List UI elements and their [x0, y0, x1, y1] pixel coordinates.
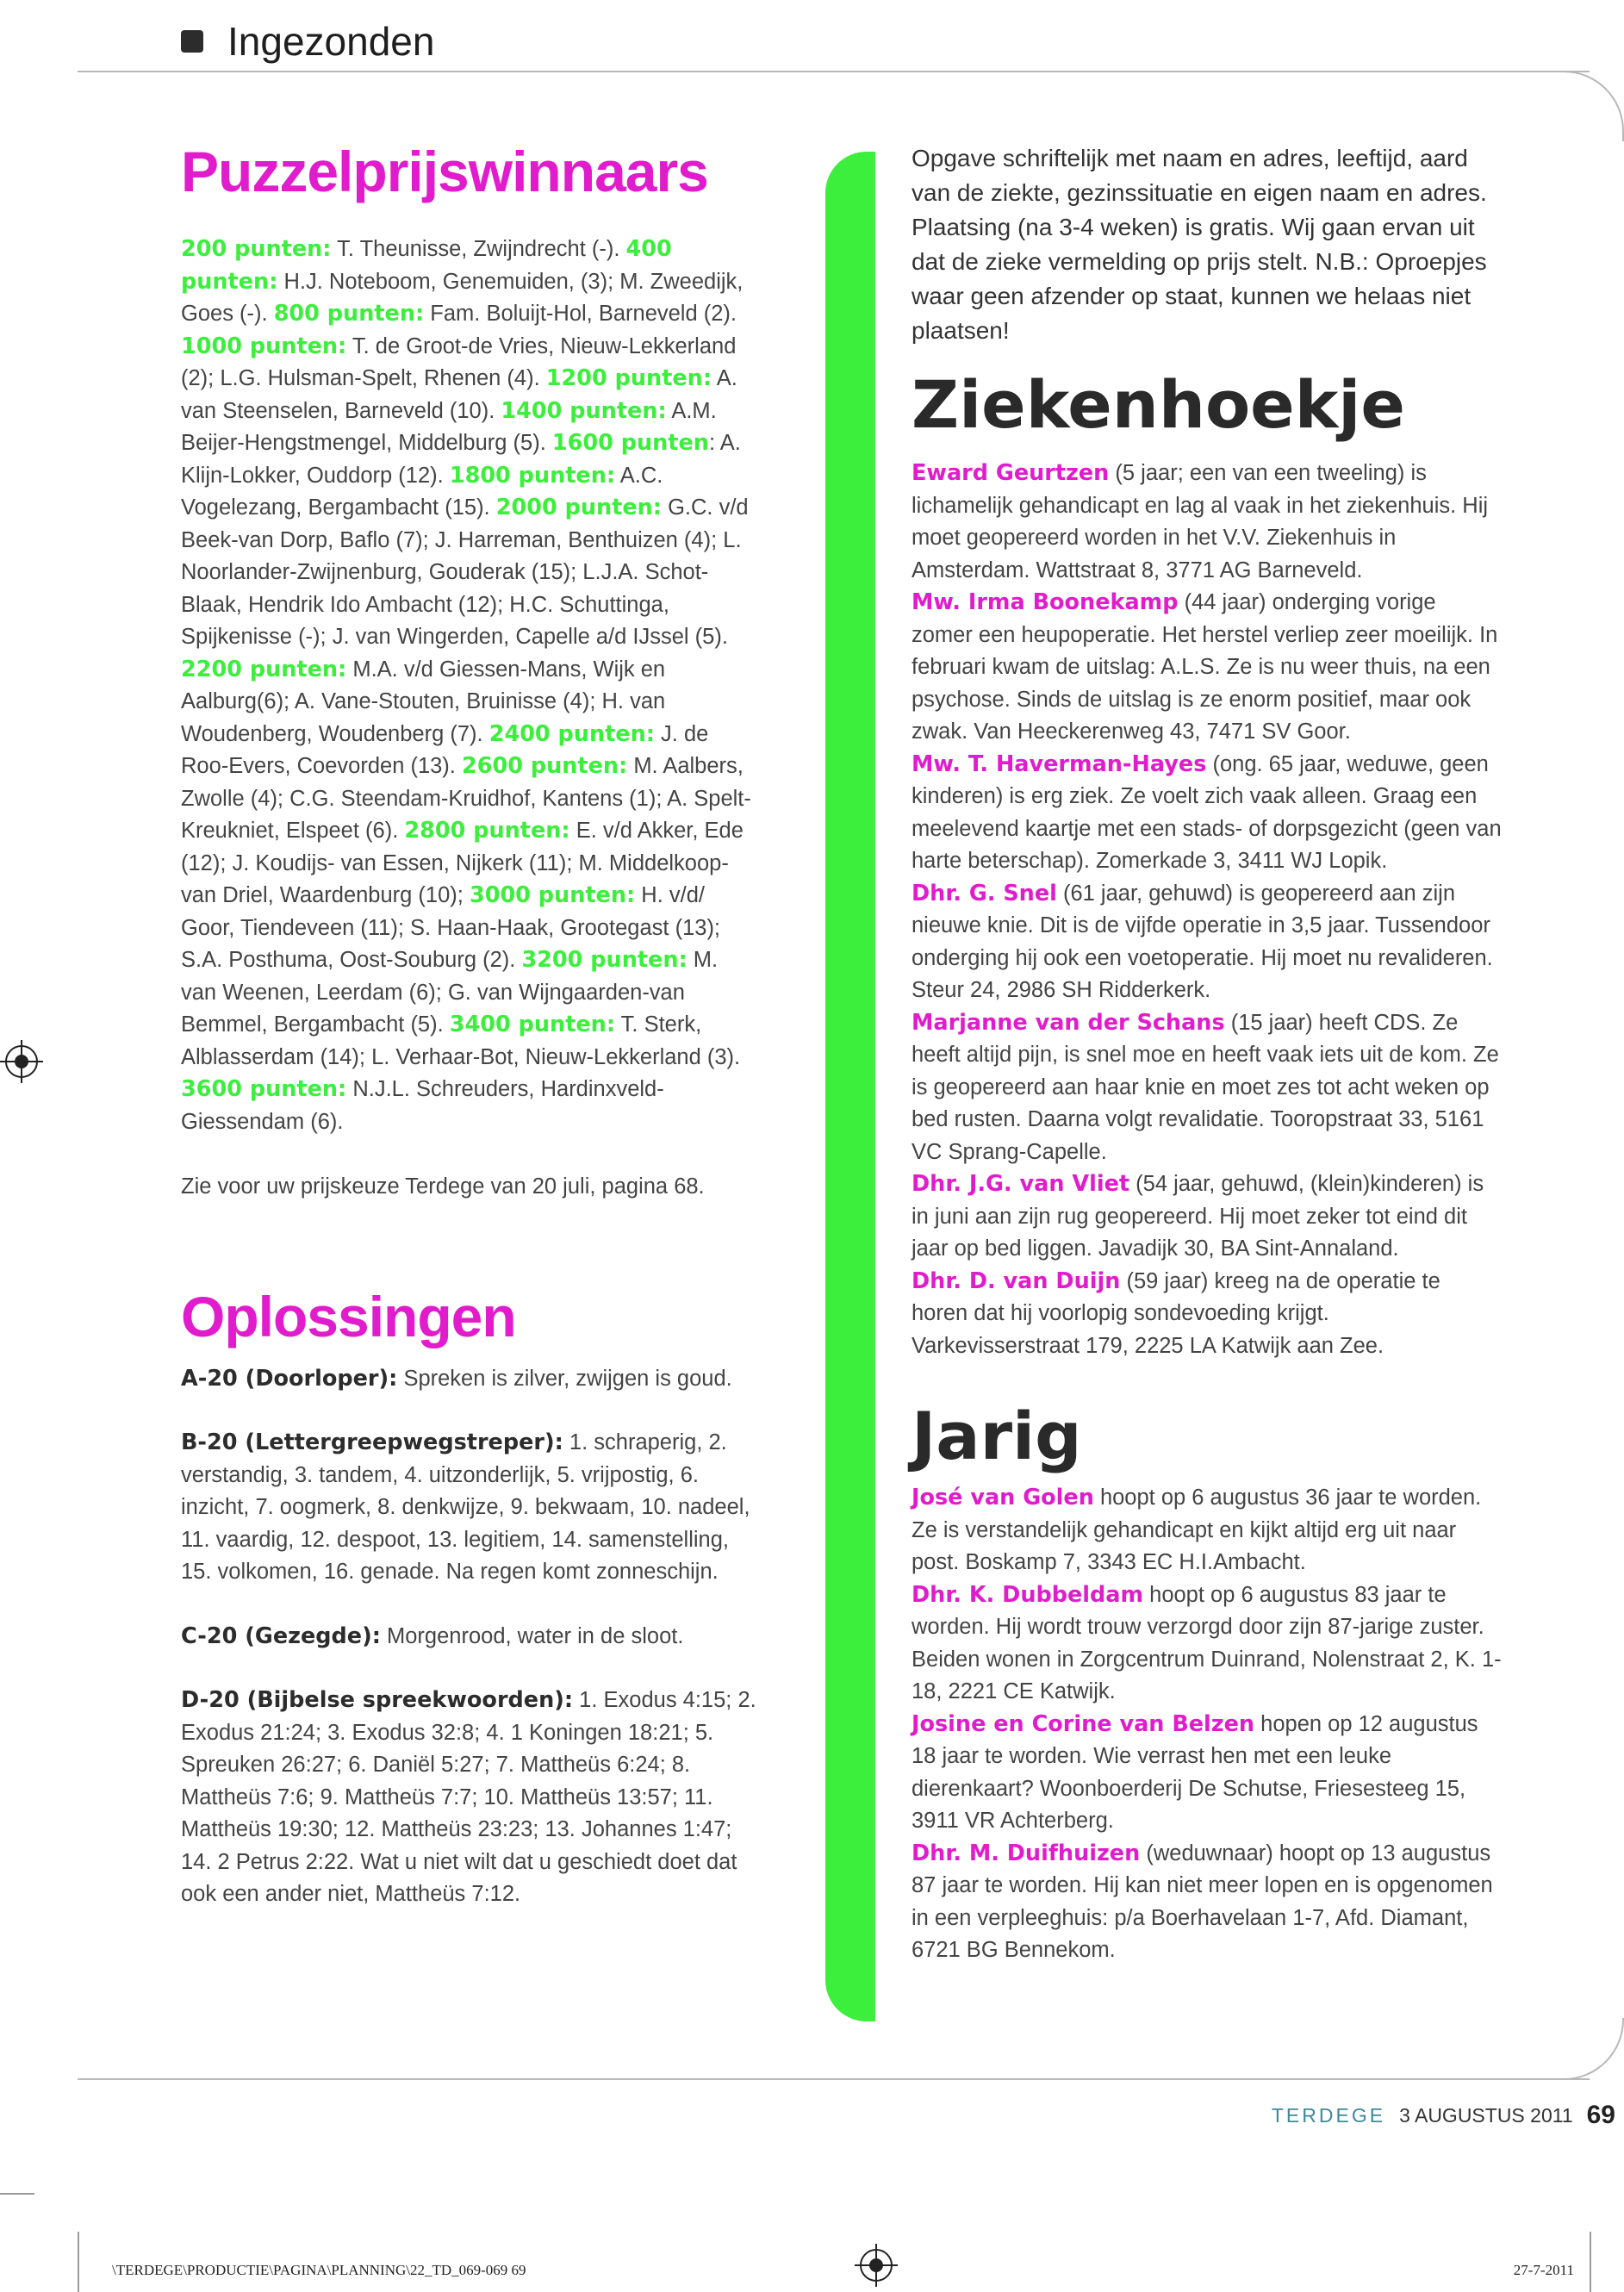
person-text: (weduwnaar) hoopt op 13 augustus 87 jaar te worden. Hij kan niet meer lopen en is opgenomen in een verpleeghuis: p/a Boerhavelaan 1-7, Afd. Diamant, 6721 BG Bennekom. [912, 1840, 1493, 1963]
crop-mark [0, 2193, 34, 2195]
page-footer [1271, 2094, 1615, 2137]
person-name: Dhr. G. Snel [912, 880, 1057, 906]
ziekenhoekje-list [912, 458, 1502, 1362]
solution-text: Spreken is zilver, zwijgen is goud. [397, 1366, 732, 1391]
points-label: 1400 punten: [501, 397, 667, 424]
winners-text: A.C. Vogelezang, Bergambacht (15). [181, 463, 663, 520]
winners-text: Fam. Boluijt-Hol, Barneveld (2). [424, 302, 737, 327]
points-label: 1800 punten: [449, 462, 616, 489]
patient-entry [912, 1168, 1502, 1266]
patient-entry [912, 1007, 1502, 1169]
solution-item [181, 1363, 758, 1396]
right-column [912, 141, 1502, 1967]
person-name: Mw. T. Haverman-Hayes [912, 751, 1207, 777]
person-text: hoopt op 6 augustus 83 jaar te worden. Hij wordt trouw verzorgd door zijn 87-jarige zuster. Beiden wonen in Zorgcentrum Duinrand, Nolenstraat 2, K. 1-18, 2221 CE Katwijk. [912, 1582, 1502, 1704]
points-label: 2600 punten: [461, 753, 628, 780]
person-text: hoopt op 6 augustus 36 jaar te worden. Ze is verstandelijk gehandicapt en kijkt altijd erg uit naar post. Boskamp 7, 3343 EC H.I.Ambacht. [912, 1485, 1482, 1575]
points-label: 3200 punten: [521, 947, 688, 974]
section-header [181, 16, 434, 67]
green-accent-bar [825, 152, 875, 2021]
oplossingen-list [181, 1363, 758, 1911]
slug-path: \TERDEGE\PRODUCTIE\PAGINA\PLANNING\22_TD_069-069 69 [112, 2262, 526, 2278]
person-text: (5 jaar; een van een tweeling) is lichamelijk gehandicapt en lag al vaak in het ziekenhuis. Hij moet geopereerd worden in het V.V. Ziekenhuis in Amsterdam. Wattstraat 8, 3771 AG Barneveld. [912, 461, 1489, 582]
solution-label: C-20 (Gezegde): [181, 1622, 381, 1649]
winners-text: T. Sterk, Alblasserdam (14); L. Verhaar-Bot, Nieuw-Lekkerland (3). [181, 1012, 741, 1069]
solution-text: 1. Exodus 4:15; 2. Exodus 21:24; 3. Exodus 32:8; 4. 1 Koningen 18:21; 5. Spreuken 26:27; 6. Daniël 5:27; 7. Mattheüs 6:24; 8. Mattheüs 7:6; 9. Mattheüs 7:7; 10. Mattheüs 13:57; 11. Mattheüs 19:30; 12. Mattheüs 23:23; 13. Johannes 1:47; 14. 2 Petrus 2:22. Wat u niet wilt dat u geschiedt doet dat ook een ander niet, Mattheüs 7:12. [181, 1688, 756, 1907]
solution-label: A-20 (Doorloper): [181, 1365, 398, 1392]
points-label: 2000 punten: [495, 495, 662, 521]
solution-label: D-20 (Bijbelse spreekwoorden): [181, 1687, 574, 1714]
winners-text: H.J. Noteboom, Genemuiden, (3); M. Zweedijk, Goes (-). [181, 269, 744, 327]
solution-item [181, 1685, 758, 1911]
person-name: Josine en Corine van Belzen [912, 1710, 1255, 1737]
points-label: 400 punten: [181, 236, 672, 295]
winners-text: M. Aalbers, Zwolle (4); C.G. Steendam-Kruidhof, Kantens (1); A. Spelt-Kreukniet, Elspeet (6). [181, 754, 751, 844]
footer-brand: TERDEGE [1271, 2103, 1386, 2127]
puzzel-title: Puzzelprijswinnaars [181, 140, 708, 203]
winners-text: : A. Klijn-Lokker, Ouddorp (12). [181, 431, 741, 488]
person-text: (61 jaar, gehuwd) is geopereerd aan zijn nieuwe knie. Dit is de vijfde operatie in 3,5 jaar. Tussendoor onderging hij ook een voetoperatie. Hij moet nu revalideren. Steur 24, 2986 SH Ridderkerk. [912, 881, 1493, 1003]
points-label: 200 punten: [181, 236, 332, 263]
person-text: (ong. 65 jaar, weduwe, geen kinderen) is erg ziek. Ze voelt zich vaak alleen. Graag een meelevend kaartje met een stads- of dorpsgezicht (geen van harte beterschap). Zomerkade 3, 3411 WJ Lopik. [912, 751, 1502, 874]
points-label: 1000 punten: [181, 333, 347, 359]
person-name: Dhr. M. Duifhuizen [912, 1840, 1141, 1866]
birthday-entry [912, 1579, 1502, 1709]
patient-entry [912, 878, 1502, 1007]
page-number: 69 [1586, 2101, 1615, 2129]
solution-item [181, 1621, 758, 1654]
crop-mark [1590, 2232, 1591, 2292]
winners-text: H. v/d/ Goor, Tiendeveen (11); S. Haan-Haak, Grootegast (13); S.A. Posthuma, Oost-Souburg (2). [181, 883, 721, 973]
footer-date: 3 AUGUSTUS 2011 [1399, 2103, 1573, 2127]
winners-text: T. de Groot-de Vries, Nieuw-Lekkerland (2); L.G. Hulsman-Spelt, Rhenen (4). [181, 333, 737, 391]
winners-text: E. v/d Akker, Ede (12); J. Koudijs- van Essen, Nijkerk (11); M. Middelkoop-van Driel, Waardenburg (10); [181, 819, 744, 908]
solution-text: 1. schraperig, 2. verstandig, 3. tandem, 4. uitzonderlijk, 5. vrijpostig, 6. inzicht, 7. oogmerk, 8. denkwijze, 9. bekwaam, 10. nadeel, 11. vaardig, 12. despoot, 13. legitiem, 14. samenstelling, 15. volkomen, 16. genade. Na regen komt zonneschijn. [181, 1430, 750, 1585]
points-label: 3400 punten: [449, 1012, 616, 1038]
patient-entry [912, 1266, 1502, 1363]
ziekenhoekje-title: Ziekenhoekje [912, 366, 1405, 443]
registration-mark-icon [860, 2249, 893, 2282]
registration-mark-icon [5, 1045, 38, 1078]
patient-entry [912, 587, 1502, 749]
winners-text: N.J.L. Schreuders, Hardinxveld-Giessendam (6). [181, 1077, 664, 1134]
winners-text: A.M. Beijer-Hengstmengel, Middelburg (5). [181, 398, 717, 456]
top-divider [78, 71, 1590, 72]
solution-item [181, 1427, 758, 1589]
person-text: hopen op 12 augustus 18 jaar te worden. Wie verrast hen met een leuke dierenkaart? Woonboerderij De Schutse, Friesesteeg 15, 3911 VR Achterberg. [912, 1711, 1478, 1834]
person-text: (44 jaar) onderging vorige zomer een heupoperatie. Het herstel verliep zeer moeilijk. In februari kwam de uitslag: A.L.S. Ze is nu weer thuis, na een psychose. Sinds de uitslag is ze enorm positief, maar ook zwak. Van Heeckerenweg 43, 7471 SV Goor. [912, 590, 1498, 744]
left-column [181, 138, 758, 1943]
birthday-entry [912, 1838, 1502, 1967]
winners-text: G.C. v/d Beek-van Dorp, Baflo (7); J. Harreman, Benthuizen (4); L. Noorlander-Zwijnenburg, Gouderak (15); L.J.A. Schot-Blaak, Hendrik Ido Ambacht (12); H.C. Schuttinga, Spijkenisse (-); J. van Wingerden, Capelle a/d IJssel (5). [181, 495, 749, 650]
square-bullet-icon [181, 30, 203, 53]
winners-text: J. de Roo-Evers, Coevorden (13). [181, 721, 709, 779]
person-text: (15 jaar) heeft CDS. Ze heeft altijd pijn, is snel moe en heeft vaak iets uit de kom. Ze is geopereerd aan haar knie en moet zes tot acht weken op bed rusten. Daarna volgt revalidatie. Tooropstraat 33, 5161 VC Sprang-Capelle. [912, 1010, 1499, 1164]
puzzel-note: Zie voor uw prijskeuze Terdege van 20 juli, pagina 68. [181, 1174, 705, 1199]
solution-text: Morgenrood, water in de sloot. [380, 1623, 684, 1648]
bottom-corner-curve [1553, 2018, 1624, 2080]
points-label: 3600 punten: [181, 1076, 347, 1103]
person-name: Eward Geurtzen [912, 460, 1110, 487]
birthday-entry [912, 1482, 1502, 1579]
oplossingen-title: Oplossingen [181, 1284, 516, 1348]
points-label: 1200 punten: [545, 365, 712, 392]
winners-text: M.A. v/d Giessen-Mans, Wijk en Aalburg(6); A. Vane-Stouten, Bruinisse (4); H. van Woudenberg, Woudenberg (7). [181, 657, 666, 746]
patient-entry [912, 749, 1502, 878]
section-label: Ingezonden [227, 19, 435, 64]
birthday-entry [912, 1709, 1502, 1838]
person-name: Mw. Irma Boonekamp [912, 589, 1179, 616]
winners-text: M. van Weenen, Leerdam (6); G. van Wijngaarden-van Bemmel, Bergambacht (5). [181, 948, 719, 1037]
points-label: 2200 punten: [181, 656, 347, 682]
jarig-title: Jarig [912, 1398, 1082, 1475]
points-label: 3000 punten: [469, 882, 636, 909]
person-name: José van Golen [912, 1485, 1094, 1511]
points-label: 2400 punten: [488, 720, 655, 747]
person-name: Dhr. D. van Duijn [912, 1267, 1121, 1294]
winners-text: A. van Steenselen, Barneveld (10). [181, 366, 737, 423]
points-label: 800 punten: [273, 301, 425, 327]
person-name: Marjanne van der Schans [912, 1009, 1225, 1036]
person-text: (59 jaar) kreeg na de operatie te horen dat hij voorlopig sondevoeding krijgt. Varkevisserstraat 179, 2225 LA Katwijk aan Zee. [912, 1268, 1440, 1358]
points-label: 2800 punten: [404, 818, 570, 844]
points-label: 1600 punten [551, 430, 709, 457]
slug-date: 27-7-2011 [1513, 2262, 1574, 2278]
person-name: Dhr. K. Dubbeldam [912, 1581, 1144, 1608]
person-name: Dhr. J.G. van Vliet [912, 1171, 1130, 1198]
patient-entry [912, 458, 1502, 587]
intro-text: Opgave schriftelijk met naam en adres, leeftijd, aard van de ziekte, gezinssituatie en eigen naam en adres. Plaatsing (na 3-4 weken) is gratis. Wij gaan ervan uit dat de zieke vermelding op prijs stelt. N.B.: Oproepjes waar geen afzender op staat, kunnen we helaas niet plaatsen! [912, 145, 1487, 344]
jarig-list [912, 1482, 1502, 1967]
crop-mark [78, 2232, 79, 2292]
puzzel-winners-text [181, 234, 758, 1138]
person-text: (54 jaar, gehuwd, (klein)kinderen) is in juni aan zijn rug geopereerd. Hij moet zeker tot eind dit jaar op bed liggen. Javadijk 30, BA Sint-Annaland. [912, 1172, 1484, 1261]
solution-label: B-20 (Lettergreepwegstreper): [181, 1429, 563, 1456]
top-corner-curve [1553, 71, 1624, 141]
winners-text: T. Theunisse, Zwijndrecht (-). [331, 237, 626, 262]
bottom-divider [78, 2078, 1590, 2080]
